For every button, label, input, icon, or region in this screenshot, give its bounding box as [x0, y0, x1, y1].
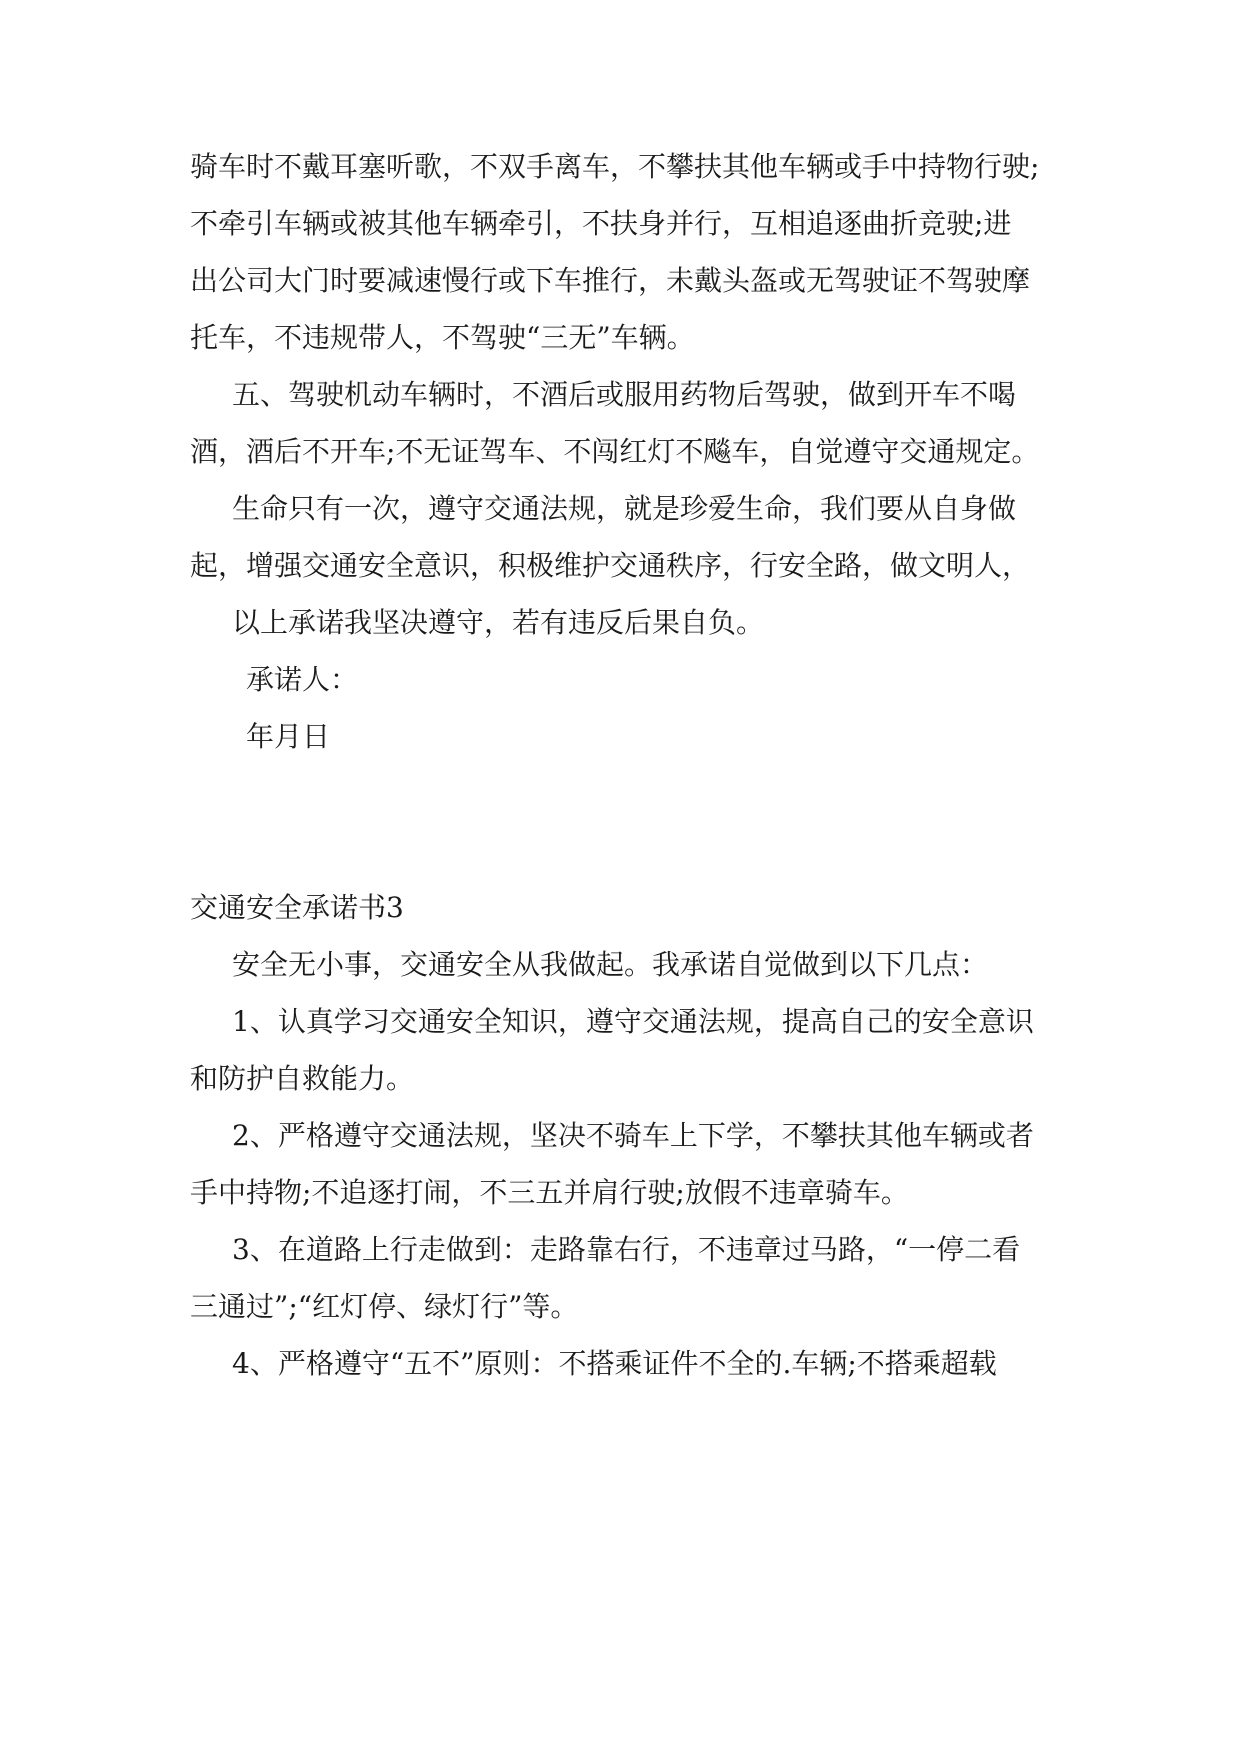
section-title: 交通安全承诺书3	[190, 891, 404, 924]
paragraph-line: 酒，酒后不开车;不无证驾车、不闯红灯不飚车，自觉遵守交通规定。	[190, 435, 1040, 468]
paragraph-line: 不牵引车辆或被其他车辆牵引，不扶身并行，互相追逐曲折竞驶;进	[190, 207, 1012, 240]
paragraph-line: 和防护自救能力。	[190, 1062, 415, 1095]
paragraph-line: 三通过”;“红灯停、绿灯行”等。	[190, 1290, 579, 1323]
date-label: 年月日	[246, 720, 331, 753]
paragraph-line: 安全无小事，交通安全从我做起。我承诺自觉做到以下几点：	[232, 948, 989, 981]
paragraph-line: 五、驾驶机动车辆时，不酒后或服用药物后驾驶，做到开车不喝	[232, 378, 1017, 411]
paragraph-line: 2、严格遵守交通法规，坚决不骑车上下学，不攀扶其他车辆或者	[232, 1119, 1034, 1152]
paragraph-line: 以上承诺我坚决遵守，若有违反后果自负。	[232, 606, 765, 639]
paragraph-line: 骑车时不戴耳塞听歌，不双手离车，不攀扶其他车辆或手中持物行驶;	[190, 150, 1040, 183]
paragraph-line: 生命只有一次，遵守交通法规，就是珍爱生命，我们要从自身做	[232, 492, 1017, 525]
paragraph-line: 1、认真学习交通安全知识，遵守交通法规，提高自己的安全意识	[232, 1005, 1034, 1038]
paragraph-line: 4、严格遵守“五不”原则：不搭乘证件不全的.车辆;不搭乘超载	[232, 1347, 997, 1380]
signer-label: 承诺人：	[246, 663, 359, 696]
paragraph-line: 手中持物;不追逐打闹，不三五并肩行驶;放假不违章骑车。	[190, 1176, 909, 1209]
paragraph-line: 3、在道路上行走做到：走路靠右行，不违章过马路，“一停二看	[232, 1233, 1021, 1266]
paragraph-line: 起，增强交通安全意识，积极维护交通秩序，行安全路，做文明人，	[190, 549, 1031, 582]
paragraph-line: 出公司大门时要减速慢行或下车推行，未戴头盔或无驾驶证不驾驶摩	[190, 264, 1031, 297]
paragraph-line: 托车，不违规带人，不驾驶“三无”车辆。	[190, 321, 695, 354]
